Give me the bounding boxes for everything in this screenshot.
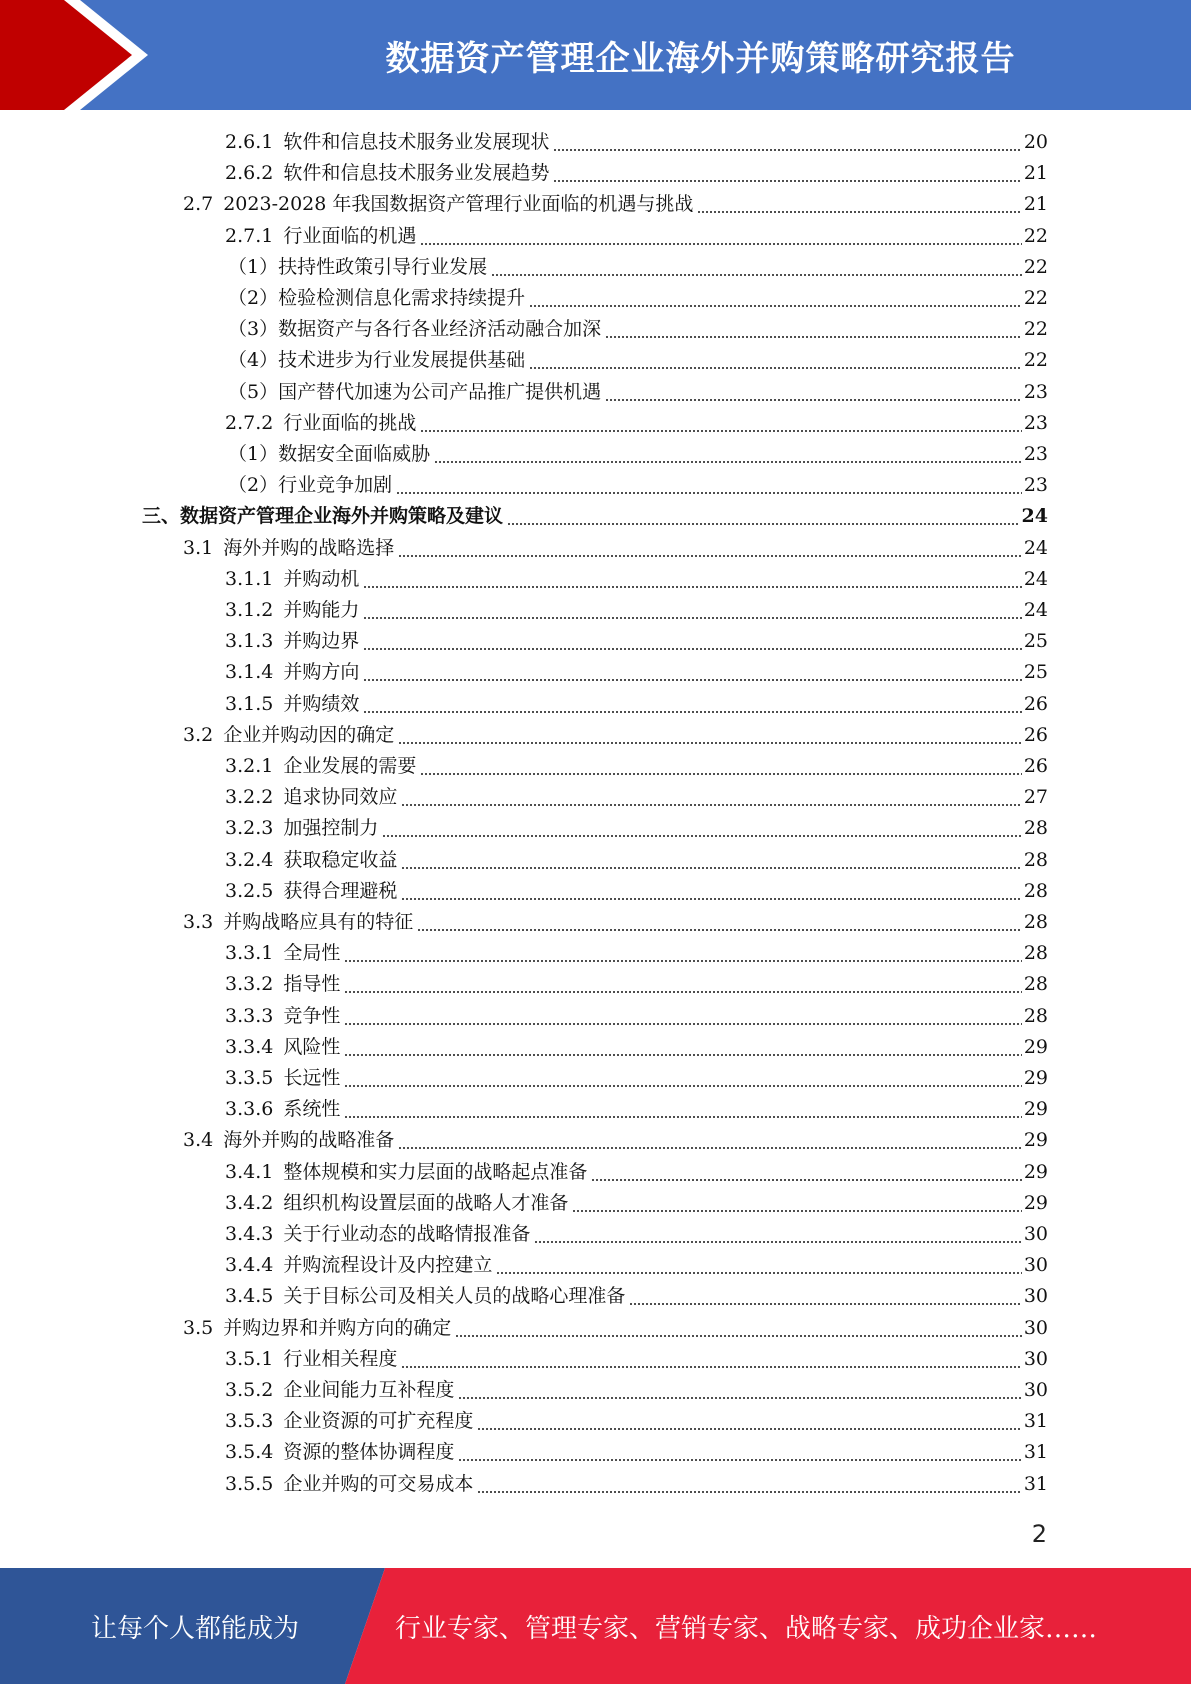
toc-entry[interactable] [228, 345, 1048, 375]
toc-entry[interactable] [225, 127, 1048, 157]
toc-entry-title: 获取稳定收益 [283, 849, 398, 871]
toc-dot-leader [417, 907, 1022, 937]
toc-dot-leader [529, 283, 1022, 313]
toc-dot-leader [572, 1188, 1021, 1218]
toc-dot-leader [553, 158, 1021, 188]
page-number: 2 [1031, 1520, 1047, 1548]
toc-entry-number: 3.4.4 [225, 1254, 274, 1276]
toc-entry-number: 3.5 [183, 1317, 214, 1339]
toc-entry-page: 31 [1023, 1410, 1048, 1432]
toc-entry-number: 3.4.5 [225, 1285, 274, 1307]
toc-dot-leader [363, 595, 1021, 625]
toc-entry-title: 指导性 [283, 973, 341, 995]
toc-dot-leader [420, 408, 1021, 438]
toc-entry-page: 26 [1023, 755, 1048, 777]
toc-entry-title: 2023-2028 年我国数据资产管理行业面临的机遇与挑战 [223, 193, 694, 215]
footer-slogan-left: 让每个人都能成为 [90, 1613, 299, 1644]
toc-dot-leader [398, 533, 1022, 563]
toc-entry-number: 3.3.3 [225, 1005, 274, 1027]
toc-entry-number: 3.5.1 [225, 1348, 274, 1370]
toc-entry[interactable] [225, 813, 1048, 843]
toc-entry-title: 风险性 [283, 1036, 341, 1058]
toc-entry-title: 长远性 [283, 1067, 341, 1089]
toc-entry-title: 企业并购动因的确定 [223, 724, 395, 746]
toc-dot-leader [344, 938, 1021, 968]
toc-entry[interactable] [225, 408, 1048, 438]
toc-entry[interactable] [225, 221, 1048, 251]
toc-entry[interactable] [225, 1281, 1048, 1311]
toc-entry-title: 加强控制力 [283, 817, 379, 839]
toc-entry-number: 3.1.2 [225, 599, 274, 621]
toc-dot-leader [697, 189, 1021, 219]
toc-entry-page: 23 [1023, 443, 1048, 465]
toc-entry-title: 组织机构设置层面的战略人才准备 [283, 1192, 569, 1214]
toc-entry-page: 22 [1023, 349, 1048, 371]
toc-entry-page: 23 [1023, 412, 1048, 434]
toc-entry-title: 关于行业动态的战略情报准备 [283, 1223, 531, 1245]
report-title: 数据资产管理企业海外并购策略研究报告 [385, 38, 1016, 79]
toc-entry-page: 28 [1023, 849, 1048, 871]
toc-entry[interactable] [225, 1375, 1048, 1405]
toc-entry-page: 22 [1023, 318, 1048, 340]
toc-entry-page: 28 [1023, 911, 1048, 933]
toc-entry-page: 28 [1023, 817, 1048, 839]
toc-entry-number: 3.3.1 [225, 942, 274, 964]
toc-entry-number: 2.7 [183, 193, 214, 215]
toc-entry[interactable] [225, 564, 1048, 594]
toc-entry-number: 3.1.3 [225, 630, 274, 652]
toc-entry[interactable] [225, 1406, 1048, 1436]
toc-entry-number: 3.1.1 [225, 568, 274, 590]
toc-entry-title: （3）数据资产与各行各业经济活动融合加深 [228, 318, 602, 340]
toc-dot-leader [363, 657, 1021, 687]
toc-entry-page: 28 [1023, 973, 1048, 995]
toc-entry-page: 21 [1023, 162, 1048, 184]
toc-entry-title: 海外并购的战略选择 [223, 537, 395, 559]
toc-entry-page: 25 [1023, 630, 1048, 652]
toc-entry-title: 并购绩效 [283, 693, 360, 715]
toc-dot-leader [434, 439, 1022, 469]
toc-entry-title: 并购战略应具有的特征 [223, 911, 414, 933]
toc-entry-page: 30 [1023, 1348, 1048, 1370]
toc-entry-title: （2）检验检测信息化需求持续提升 [228, 287, 526, 309]
toc-dot-leader [398, 1125, 1022, 1155]
toc-entry-number: 3.2.5 [225, 880, 274, 902]
toc-entry-page: 24 [1021, 505, 1048, 527]
toc-entry[interactable] [183, 189, 1048, 219]
toc-entry-number: 3.1 [183, 537, 214, 559]
toc-entry-title: 三、数据资产管理企业海外并购策略及建议 [142, 505, 504, 527]
toc-entry[interactable] [183, 720, 1048, 750]
toc-entry-page: 29 [1023, 1098, 1048, 1120]
toc-dot-leader [363, 626, 1021, 656]
toc-entry-title: 竞争性 [283, 1005, 341, 1027]
toc-entry[interactable] [228, 314, 1048, 344]
toc-dot-leader [477, 1469, 1021, 1499]
toc-entry-page: 21 [1023, 193, 1048, 215]
toc-entry-title: 软件和信息技术服务业发展趋势 [283, 162, 550, 184]
toc-entry-number: 3.5.3 [225, 1410, 274, 1432]
toc-dot-leader [605, 377, 1022, 407]
toc-entry[interactable] [183, 533, 1048, 563]
toc-entry-number: 3.4 [183, 1129, 214, 1151]
toc-entry-title: 并购方向 [283, 661, 360, 683]
toc-entry-title: （1）数据安全面临威胁 [228, 443, 431, 465]
toc-entry[interactable] [228, 470, 1048, 500]
toc-dot-leader [401, 876, 1021, 906]
toc-entry-title: （4）技术进步为行业发展提供基础 [228, 349, 526, 371]
toc-entry-page: 30 [1023, 1379, 1048, 1401]
toc-dot-leader [605, 314, 1022, 344]
toc-entry-page: 26 [1023, 724, 1048, 746]
toc-entry-page: 29 [1023, 1161, 1048, 1183]
toc-entry-title: 并购边界 [283, 630, 360, 652]
toc-entry-title: 企业并购的可交易成本 [283, 1473, 474, 1495]
toc-entry-title: （1）扶持性政策引导行业发展 [228, 256, 488, 278]
toc-dot-leader [458, 1437, 1021, 1467]
toc-entry[interactable] [228, 377, 1048, 407]
toc-entry[interactable] [225, 689, 1048, 719]
toc-dot-leader [420, 221, 1021, 251]
toc-entry-number: 3.3.2 [225, 973, 274, 995]
footer-slogan-right: 行业专家、管理专家、营销专家、战略专家、成功企业家…… [395, 1613, 1098, 1644]
toc-entry-page: 27 [1023, 786, 1048, 808]
toc-entry-title: 整体规模和实力层面的战略起点准备 [283, 1161, 588, 1183]
toc-dot-leader [553, 127, 1021, 157]
toc-entry-title: 关于目标公司及相关人员的战略心理准备 [283, 1285, 626, 1307]
toc-entry-title: 追求协同效应 [283, 786, 398, 808]
toc-entry-number: 3.4.2 [225, 1192, 274, 1214]
toc-entry[interactable] [225, 782, 1048, 812]
toc-entry[interactable] [225, 1032, 1048, 1062]
toc-entry-title: 软件和信息技术服务业发展现状 [283, 131, 550, 153]
toc-dot-leader [496, 1250, 1021, 1280]
toc-entry[interactable] [225, 845, 1048, 875]
toc-entry-page: 30 [1023, 1317, 1048, 1339]
toc-dot-leader [401, 845, 1021, 875]
toc-dot-leader [629, 1281, 1021, 1311]
toc-dot-leader [401, 782, 1021, 812]
toc-entry-number: 3.5.2 [225, 1379, 274, 1401]
toc-entry-page: 26 [1023, 693, 1048, 715]
toc-entry[interactable] [228, 439, 1048, 469]
toc-entry-number: 3.3.6 [225, 1098, 274, 1120]
toc-entry-title: 并购边界和并购方向的确定 [223, 1317, 452, 1339]
toc-entry-number: 2.6.1 [225, 131, 274, 153]
toc-entry[interactable] [225, 1219, 1048, 1249]
toc-entry-page: 29 [1023, 1067, 1048, 1089]
toc-entry-number: 3.4.1 [225, 1161, 274, 1183]
toc-entry-number: 3.1.5 [225, 693, 274, 715]
toc-dot-leader [363, 689, 1021, 719]
toc-entry[interactable] [225, 657, 1048, 687]
toc-dot-leader [491, 252, 1022, 282]
toc-entry-number: 3.2.3 [225, 817, 274, 839]
toc-entry-title: （5）国产替代加速为公司产品推广提供机遇 [228, 381, 602, 403]
toc-dot-leader [398, 720, 1022, 750]
toc-entry[interactable] [225, 938, 1048, 968]
toc-entry-page: 28 [1023, 880, 1048, 902]
toc-entry-title: 企业间能力互补程度 [283, 1379, 455, 1401]
toc-entry-number: 3.2.2 [225, 786, 274, 808]
toc-entry-title: 并购能力 [283, 599, 360, 621]
toc-entry-title: 行业相关程度 [283, 1348, 398, 1370]
toc-entry-page: 31 [1023, 1441, 1048, 1463]
toc-entry-title: 并购动机 [283, 568, 360, 590]
toc-entry[interactable] [225, 1157, 1048, 1187]
toc-entry[interactable] [225, 1063, 1048, 1093]
toc-dot-leader [344, 1032, 1021, 1062]
toc-entry-page: 30 [1023, 1223, 1048, 1245]
toc-entry-number: 3.2.1 [225, 755, 274, 777]
toc-entry-title: 行业面临的挑战 [283, 412, 417, 434]
toc-entry-page: 22 [1023, 287, 1048, 309]
toc-entry[interactable] [225, 751, 1048, 781]
toc-dot-leader [591, 1157, 1021, 1187]
toc-entry[interactable] [225, 158, 1048, 188]
toc-entry-number: 3.3.4 [225, 1036, 274, 1058]
toc-entry[interactable] [228, 252, 1048, 282]
toc-entry-number: 2.7.1 [225, 225, 274, 247]
toc-entry-number: 3.1.4 [225, 661, 274, 683]
toc-dot-leader [344, 1063, 1021, 1093]
toc-entry[interactable] [225, 1250, 1048, 1280]
toc-entry[interactable] [183, 907, 1048, 937]
toc-entry-page: 22 [1023, 225, 1048, 247]
toc-entry[interactable] [225, 626, 1048, 656]
toc-entry-page: 28 [1023, 1005, 1048, 1027]
toc-dot-leader [458, 1375, 1021, 1405]
toc-entry[interactable] [225, 595, 1048, 625]
toc-entry-title: 获得合理避税 [283, 880, 398, 902]
toc-dot-leader [529, 345, 1022, 375]
toc-dot-leader [534, 1219, 1021, 1249]
toc-entry[interactable] [225, 1437, 1048, 1467]
toc-entry-number: 3.3 [183, 911, 214, 933]
toc-entry-title: 并购流程设计及内控建立 [283, 1254, 493, 1276]
toc-dot-leader [344, 1001, 1021, 1031]
toc-dot-leader [344, 969, 1021, 999]
toc-entry[interactable] [228, 283, 1048, 313]
page-footer [0, 1568, 1191, 1684]
toc-dot-leader [477, 1406, 1021, 1436]
toc-entry-title: 全局性 [283, 942, 341, 964]
toc-entry[interactable] [225, 1469, 1048, 1499]
toc-dot-leader [396, 470, 1022, 500]
toc-dot-leader [507, 501, 1020, 531]
toc-entry-page: 31 [1023, 1473, 1048, 1495]
toc-entry[interactable] [225, 1094, 1048, 1124]
toc-entry-page: 23 [1023, 474, 1048, 496]
toc-entry-page: 24 [1023, 537, 1048, 559]
toc-entry[interactable] [183, 1125, 1048, 1155]
toc-dot-leader [401, 1344, 1021, 1374]
toc-entry-number: 3.4.3 [225, 1223, 274, 1245]
toc-entry-title: 资源的整体协调程度 [283, 1441, 455, 1463]
toc-entry-page: 29 [1023, 1036, 1048, 1058]
toc-entry-title: 企业资源的可扩充程度 [283, 1410, 474, 1432]
toc-entry-number: 3.2.4 [225, 849, 274, 871]
toc-entry-page: 30 [1023, 1285, 1048, 1307]
toc-entry-title: 行业面临的机遇 [283, 225, 417, 247]
toc-entry-number: 3.2 [183, 724, 214, 746]
toc-entry[interactable] [225, 1001, 1048, 1031]
toc-entry-title: 系统性 [283, 1098, 341, 1120]
toc-dot-leader [420, 751, 1021, 781]
toc-entry-title: （2）行业竞争加剧 [228, 474, 393, 496]
toc-entry-page: 28 [1023, 942, 1048, 964]
toc-entry-page: 29 [1023, 1192, 1048, 1214]
toc-entry[interactable] [225, 1188, 1048, 1218]
toc-entry-number: 2.6.2 [225, 162, 274, 184]
toc-dot-leader [455, 1313, 1022, 1343]
toc-entry-title: 企业发展的需要 [283, 755, 417, 777]
toc-entry[interactable] [142, 501, 1048, 531]
toc-entry-page: 20 [1023, 131, 1048, 153]
page-header [0, 0, 1191, 110]
toc-entry-page: 30 [1023, 1254, 1048, 1276]
toc-entry-number: 3.3.5 [225, 1067, 274, 1089]
toc-dot-leader [344, 1094, 1021, 1124]
toc-entry-page: 24 [1023, 599, 1048, 621]
toc-entry-page: 25 [1023, 661, 1048, 683]
toc-entry[interactable] [225, 969, 1048, 999]
toc-entry-page: 29 [1023, 1129, 1048, 1151]
chevron-arrow-icon [0, 0, 160, 110]
toc-entry-page: 24 [1023, 568, 1048, 590]
toc-entry-number: 3.5.5 [225, 1473, 274, 1495]
toc-entry[interactable] [225, 1344, 1048, 1374]
toc-entry-number: 2.7.2 [225, 412, 274, 434]
toc-entry-page: 22 [1023, 256, 1048, 278]
toc-dot-leader [363, 564, 1021, 594]
toc-dot-leader [382, 813, 1021, 843]
toc-entry-number: 3.5.4 [225, 1441, 274, 1463]
toc-entry[interactable] [225, 876, 1048, 906]
toc-entry-page: 23 [1023, 381, 1048, 403]
toc-entry[interactable] [183, 1313, 1048, 1343]
toc-entry-title: 海外并购的战略准备 [223, 1129, 395, 1151]
